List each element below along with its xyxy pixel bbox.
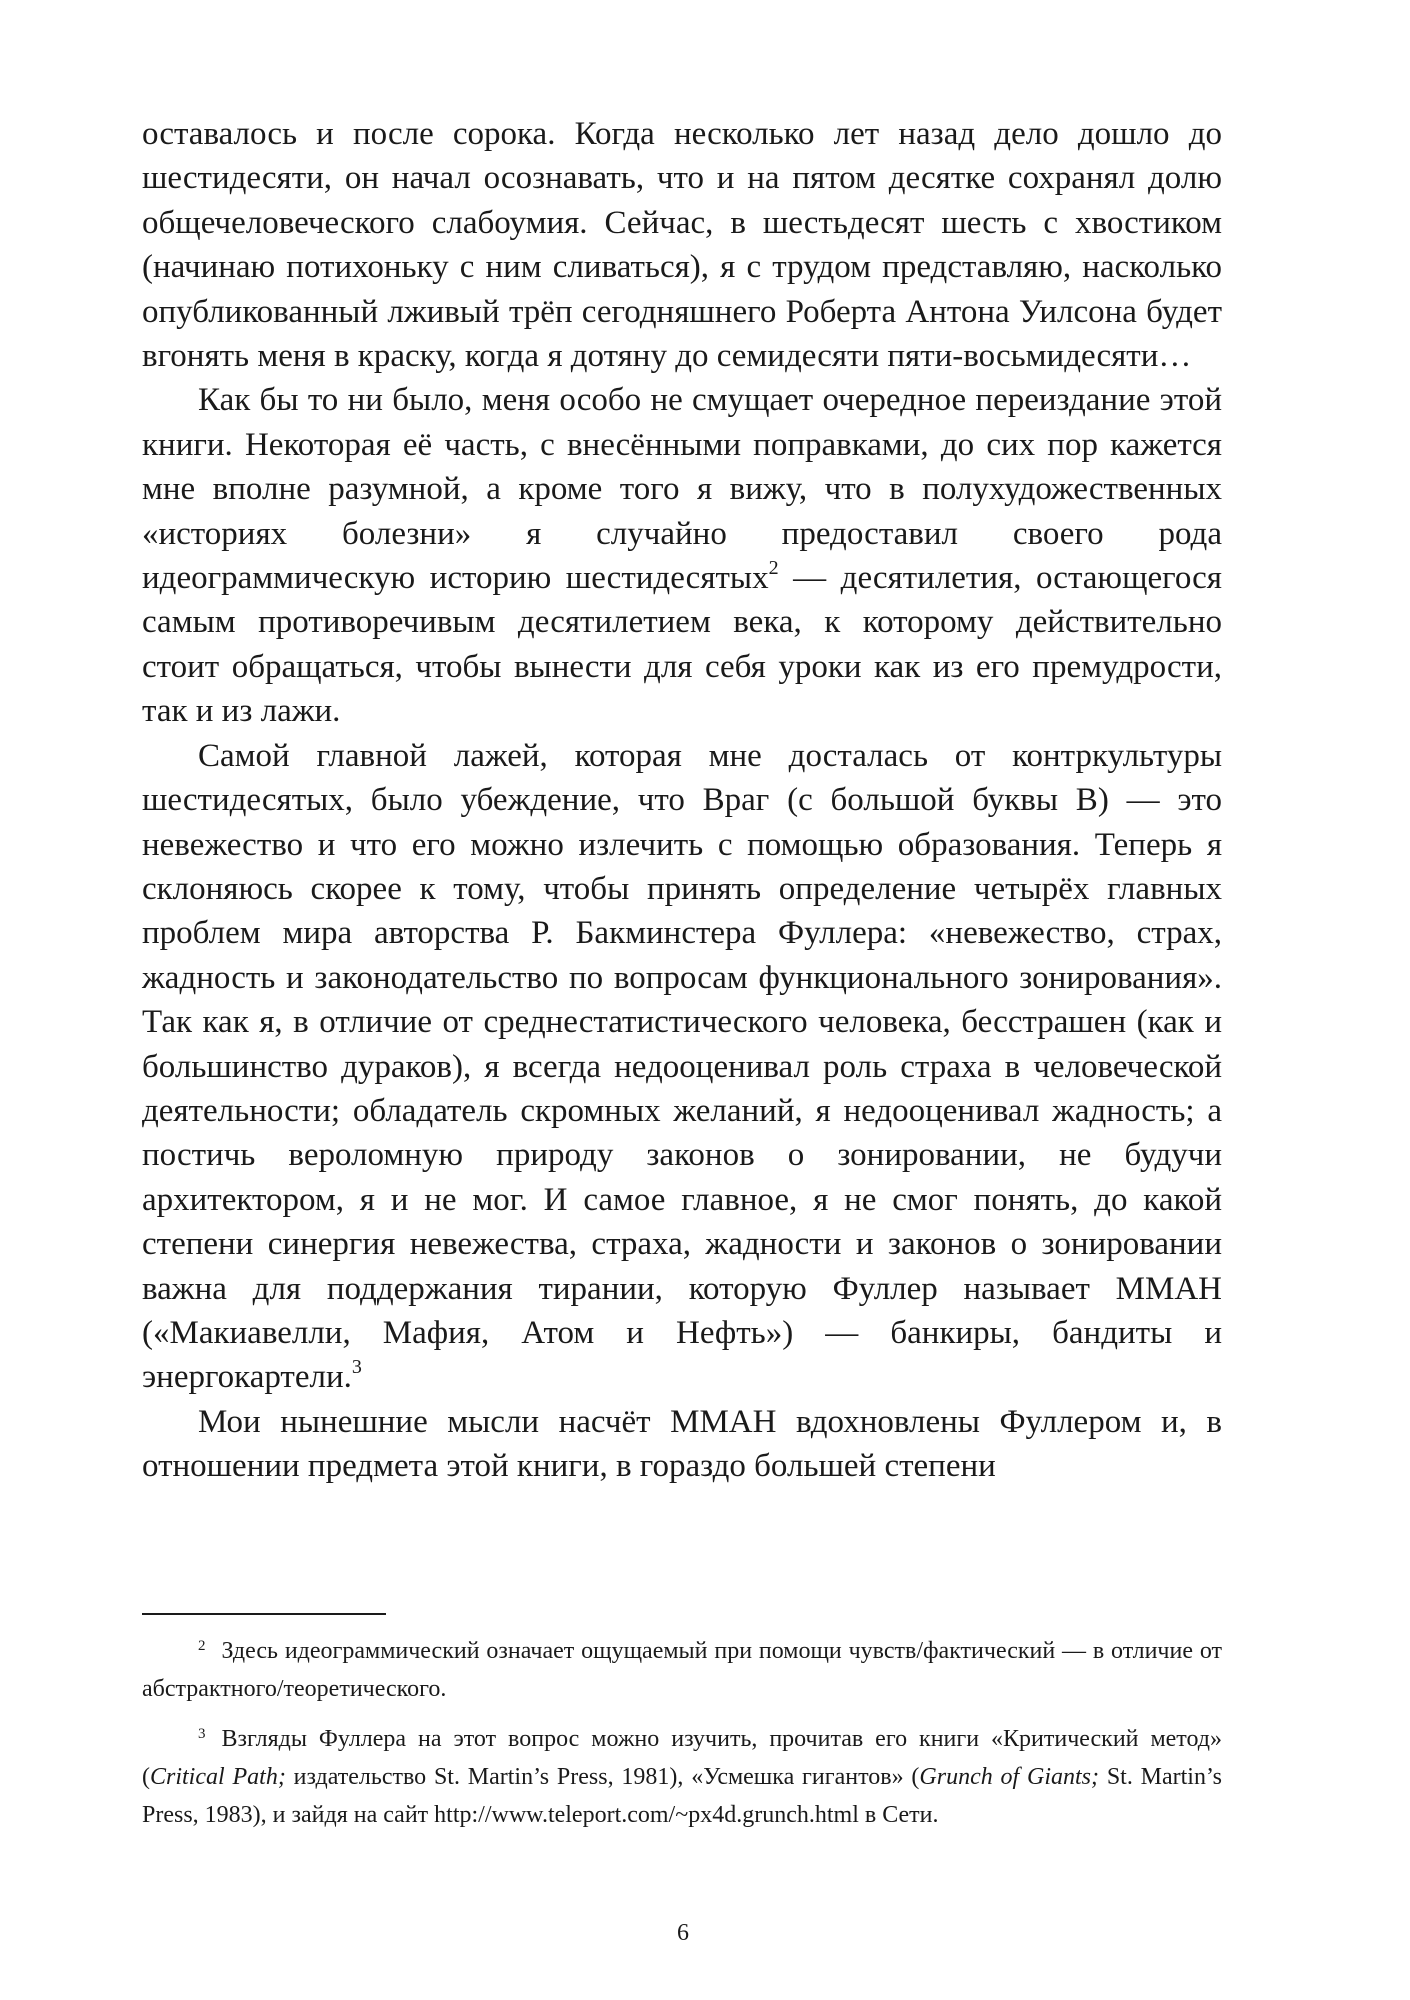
footnote-text: издательство St. Martin’s Press, 1981), «Усмешка гигантов» (	[285, 1764, 920, 1790]
footnote-3	[142, 1720, 1222, 1834]
paragraph-3	[142, 734, 1222, 1400]
paragraph-1: оставалось и после сорока. Когда несколько лет назад дело дошло до шестидесяти, он начал осознавать, что и на пятом десятке сохранял долю общечеловеческого слабоумия. Сейчас, в шестьдесят шесть с хвостиком (начинаю потихоньку с ним сливаться), я с трудом представляю, насколько опубликованный лживый трёп сегодняшнего Роберта Антона Уилсона будет вгонять меня в краску, когда я дотяну до семидесяти пяти-восьмидесяти…	[142, 116, 1222, 375]
footnote-ref-2[interactable]: 2	[768, 557, 779, 580]
paragraph-4: Мои нынешние мысли насчёт ММАН вдохновлены Фуллером и, в отношении предмета этой книги, в гораздо большей степени	[142, 1403, 1222, 1485]
footnote-text: Здесь идеограммический означает ощущаемый при помощи чувств/фактический — в отличие от абстрактного/теоретического.	[142, 1638, 1222, 1702]
footnote-text: Взгляды Фуллера на этот вопрос можно изучить, прочитав его книги «Критический метод» (	[142, 1726, 1222, 1790]
paragraph-2-text-b: — десятилетия, остающегося самым противоречивым десятилетием века, к которому действительно стоит обращаться, чтобы вынести для себя уроки как из его премудрости, так и из лажи.	[142, 560, 1222, 730]
main-text	[142, 112, 1222, 1489]
footnote-separator	[142, 1613, 386, 1615]
footnotes	[142, 1632, 1222, 1846]
footnote-text: St. Martin’s Press, 1983), и зайдя на сайт http://www.teleport.com/~px4d.grunch.html в Сети.	[142, 1764, 1222, 1828]
paragraph-2-text-a: Как бы то ни было, меня особо не смущает очередное переиздание этой книги. Некоторая её часть, с внесёнными поправками, до сих пор кажется мне вполне разумной, а кроме того я вижу, что в полухудожественных «историях болезни» я случайно предоставил своего рода идеограммическую историю шестидесятых	[142, 382, 1222, 597]
page-number: 6	[677, 1920, 689, 1946]
paragraph-3-text: Самой главной лажей, которая мне досталась от контркультуры шестидесятых, было убеждение, что Враг (с большой буквы В) — это невежество и что его можно излечить с помощью образования. Теперь я склоняюсь скорее к тому, чтобы принять определение четырёх главных проблем мира авторства Р. Бакминстера Фуллера: «невежество, страх, жадность и законодательство по вопросам функционального зонирования». Так как я, в отличие от среднестатистического человека, бесстрашен (как и большинство дураков), я всегда недооценивал роль страха в человеческой деятельности; обладатель скромных желаний, я недооценивал жадность; а постичь вероломную природу законов о зонировании, не будучи архитектором, я и не мог. И самое главное, я не смог понять, до какой степени синергия невежества, страха, жадности и законов о зонировании важна для поддержания тирании, которую Фуллер называет ММАН («Макиавелли, Мафия, Атом и Нефть») — банкиры, бандиты и энергокартели.	[142, 737, 1222, 1396]
footnote-number: 2	[198, 1638, 206, 1654]
book-title-critical-path: Critical Path;	[150, 1764, 286, 1790]
book-title-grunch-of-giants: Grunch of Giants;	[919, 1764, 1100, 1790]
footnote-ref-3[interactable]: 3	[351, 1356, 362, 1379]
paragraph-2	[142, 378, 1222, 733]
footnote-number: 3	[198, 1726, 206, 1742]
footnote-2	[142, 1632, 1222, 1708]
